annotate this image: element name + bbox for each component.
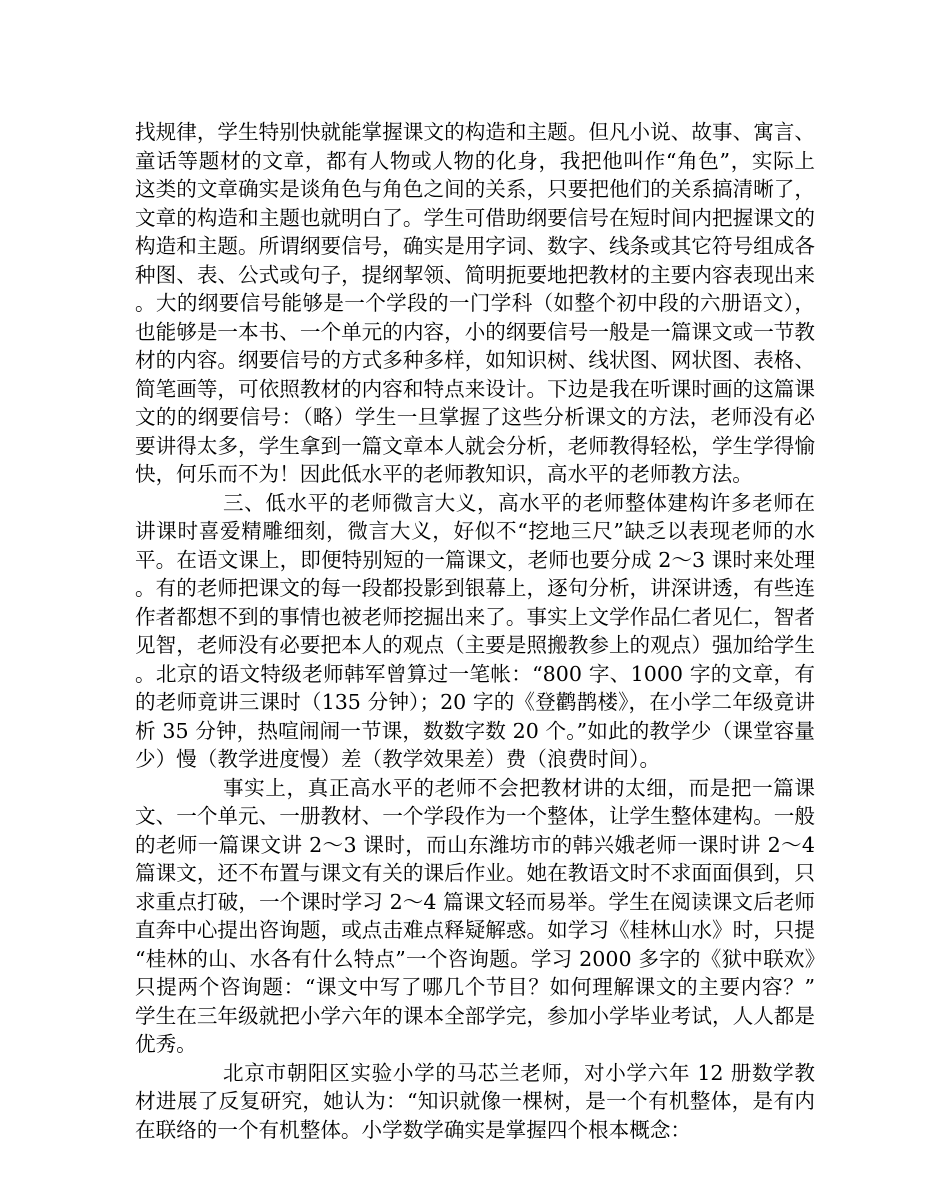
paragraph-2: 三、低水平的老师微言大义，高水平的老师整体建构许多老师在讲课时喜爱精雕细刻，微言大义，好似不“挖地三尺”缺乏以表现老师的水平。在语文课上，即便特别短的一篇课文，老师也要分成 2～3 课时来处理。有的老师把课文的每一段都投影到银幕上，逐句分析，讲深讲透，有些连作者都想不到的事情也被老师挖掘出来了。事实上文学作品仁者见仁，智者见智，老师没有必要把本人的观点（主要是照搬教参上的观点）强加给学生。北京的语文特级老师韩军曾算过一笔帐：“800 字、1000 字的文章，有的老师竟讲三课时（135 分钟）；20 字的《登鹳鹊楼》，在小学二年级竟讲析 35 分钟，热喧闹闹一节课，数数字数 20 个。”如此的教学少（课堂容量少）慢（教学进度慢）差（教学效果差）费（浪费时间）。 xyxy=(135,490,815,771)
document-body xyxy=(135,118,815,1144)
paragraph-1: 找规律，学生特别快就能掌握课文的构造和主题。但凡小说、故事、寓言、童话等题材的文章，都有人物或人物的化身，我把他叫作“角色”，实际上这类的文章确实是谈角色与角色之间的关系，只要把他们的关系搞清晰了，文章的构造和主题也就明白了。学生可借助纲要信号在短时间内把握课文的构造和主题。所谓纲要信号，确实是用字词、数字、线条或其它符号组成各种图、表、公式或句子，提纲挈领、简明扼要地把教材的主要内容表现出来。大的纲要信号能够是一个学段的一门学科（如整个初中段的六册语文），也能够是一本书、一个单元的内容，小的纲要信号一般是一篇课文或一节教材的内容。纲要信号的方式多种多样，如知识树、线状图、网状图、表格、简笔画等，可依照教材的内容和特点来设计。下边是我在听课时画的这篇课文的的纲要信号：（略）学生一旦掌握了这些分析课文的方法，老师没有必要讲得太多，学生拿到一篇文章本人就会分析，老师教得轻松，学生学得愉快，何乐而不为！因此低水平的老师教知识，高水平的老师教方法。 xyxy=(135,120,815,486)
paragraph-3: 事实上，真正高水平的老师不会把教材讲的太细，而是把一篇课文、一个单元、一册教材、一个学段作为一个整体，让学生整体建构。一般的老师一篇课文讲 2～3 课时，而山东潍坊市的韩兴娥老师一课时讲 2～4 篇课文，还不布置与课文有关的课后作业。她在教语文时不求面面俱到，只求重点打破，一个课时学习 2～4 篇课文轻而易举。学生在阅读课文后老师直奔中心提出咨询题，或点击难点释疑解惑。如学习《桂林山水》时，只提“桂林的山、水各有什么特点”一个咨询题。学习 2000 多字的《狱中联欢》只提两个咨询题：“课文中写了哪几个节目？如何理解课文的主要内容？”学生在三年级就把小学六年的课本全部学完，参加小学毕业考试，人人都是优秀。 xyxy=(135,775,815,1056)
paragraph-4: 北京市朝阳区实验小学的马芯兰老师，对小学六年 12 册数学教材进展了反复研究，她认为：“知识就像一棵树，是一个有机整体，是有内在联络的一个有机整体。小学数学确实是掌握四个根本概念： xyxy=(135,1060,815,1142)
